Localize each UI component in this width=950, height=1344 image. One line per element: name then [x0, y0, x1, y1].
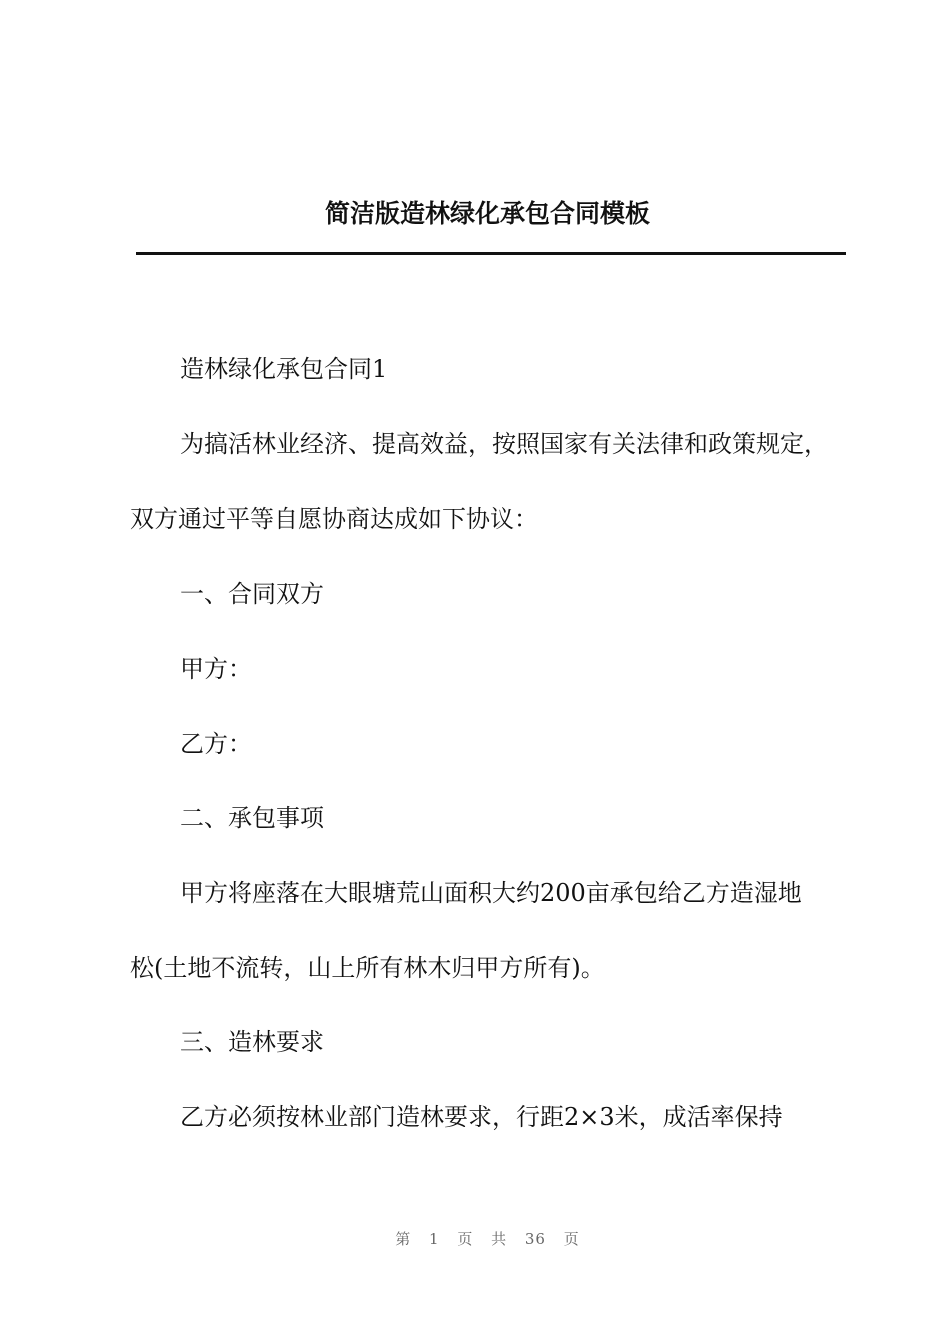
paragraph-intro-line-2: 双方通过平等自愿协商达成如下协议：: [130, 505, 538, 533]
section-heading-afforestation-requirements: 三、造林要求: [180, 1028, 324, 1056]
party-b-label: 乙方：: [180, 730, 252, 758]
page-title: 简洁版造林绿化承包合同模板: [324, 199, 650, 228]
paragraph-matters-line-2: 松(土地不流转，山上所有林木归甲方所有)。: [130, 954, 605, 982]
paragraph-matters-line-1: 甲方将座落在大眼塘荒山面积大约200亩承包给乙方造湿地: [180, 879, 802, 907]
paragraph-intro-line-1: 为搞活林业经济、提高效益，按照国家有关法律和政策规定，: [180, 430, 828, 458]
section-heading-contract-matters: 二、承包事项: [180, 804, 324, 832]
paragraph-requirements-line-1: 乙方必须按林业部门造林要求，行距2×3米，成活率保持: [180, 1103, 783, 1131]
title-divider: [136, 252, 846, 255]
page-footer: 第 1 页 共 36 页: [395, 1230, 580, 1248]
party-a-label: 甲方：: [180, 655, 252, 683]
section-heading-parties: 一、合同双方: [180, 580, 324, 608]
contract-heading: 造林绿化承包合同1: [180, 355, 388, 383]
